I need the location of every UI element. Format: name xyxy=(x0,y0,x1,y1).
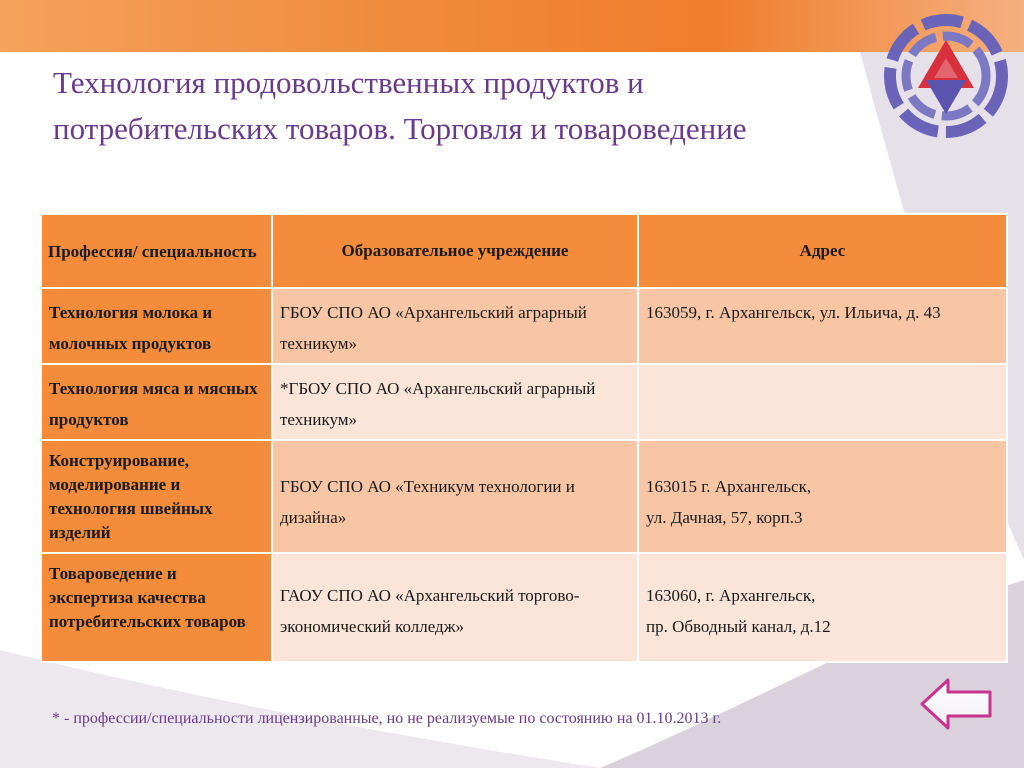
institution-cell: ГБОУ СПО АО «Архангельский аграрный техникум» xyxy=(272,288,638,364)
slide-title: Технология продовольственных продуктов и потребительских товаров. Торговля и товароведение xyxy=(53,65,747,146)
profession-cell: Конструирование, моделирование и технология швейных изделий xyxy=(41,440,272,553)
address-cell xyxy=(638,288,1007,364)
profession-cell: Технология молока и молочных продуктов xyxy=(41,288,272,364)
address-line: ул. Дачная, 57, корп.3 xyxy=(646,508,803,527)
address-line: пр. Обводный канал, д.12 xyxy=(646,617,831,636)
back-arrow-icon[interactable] xyxy=(918,676,994,732)
address-cell xyxy=(638,440,1007,553)
header-address: Адрес xyxy=(638,214,1007,288)
header-institution: Образовательное учреждение xyxy=(272,214,638,288)
address-cell xyxy=(638,553,1007,662)
institution-cell: *ГБОУ СПО АО «Архангельский аграрный техникум» xyxy=(272,364,638,440)
table-row xyxy=(41,553,1007,662)
profession-cell: Технология мяса и мясных продуктов xyxy=(41,364,272,440)
education-table xyxy=(40,213,1008,663)
college-logo-icon xyxy=(884,14,1008,138)
institution-cell: ГАОУ СПО АО «Архангельский торгово-экономический колледж» xyxy=(272,553,638,662)
address-cell xyxy=(638,364,1007,440)
header-profession: Профессия/ специальность xyxy=(41,214,272,288)
institution-cell: ГБОУ СПО АО «Техникум технологии и дизайна» xyxy=(272,440,638,553)
address-line: 163059, г. Архангельск, ул. Ильича, д. 43 xyxy=(646,303,941,322)
table-row xyxy=(41,288,1007,364)
table-header-row xyxy=(41,214,1007,288)
profession-cell: Товароведение и экспертиза качества потребительских товаров xyxy=(41,553,272,662)
footnote: * - профессии/специальности лицензированные, но не реализуемые по состоянию на 01.10.2013 г. xyxy=(52,710,722,727)
table-row xyxy=(41,364,1007,440)
table-row xyxy=(41,440,1007,553)
address-line: 163060, г. Архангельск, xyxy=(646,586,816,605)
address-line: 163015 г. Архангельск, xyxy=(646,477,812,496)
